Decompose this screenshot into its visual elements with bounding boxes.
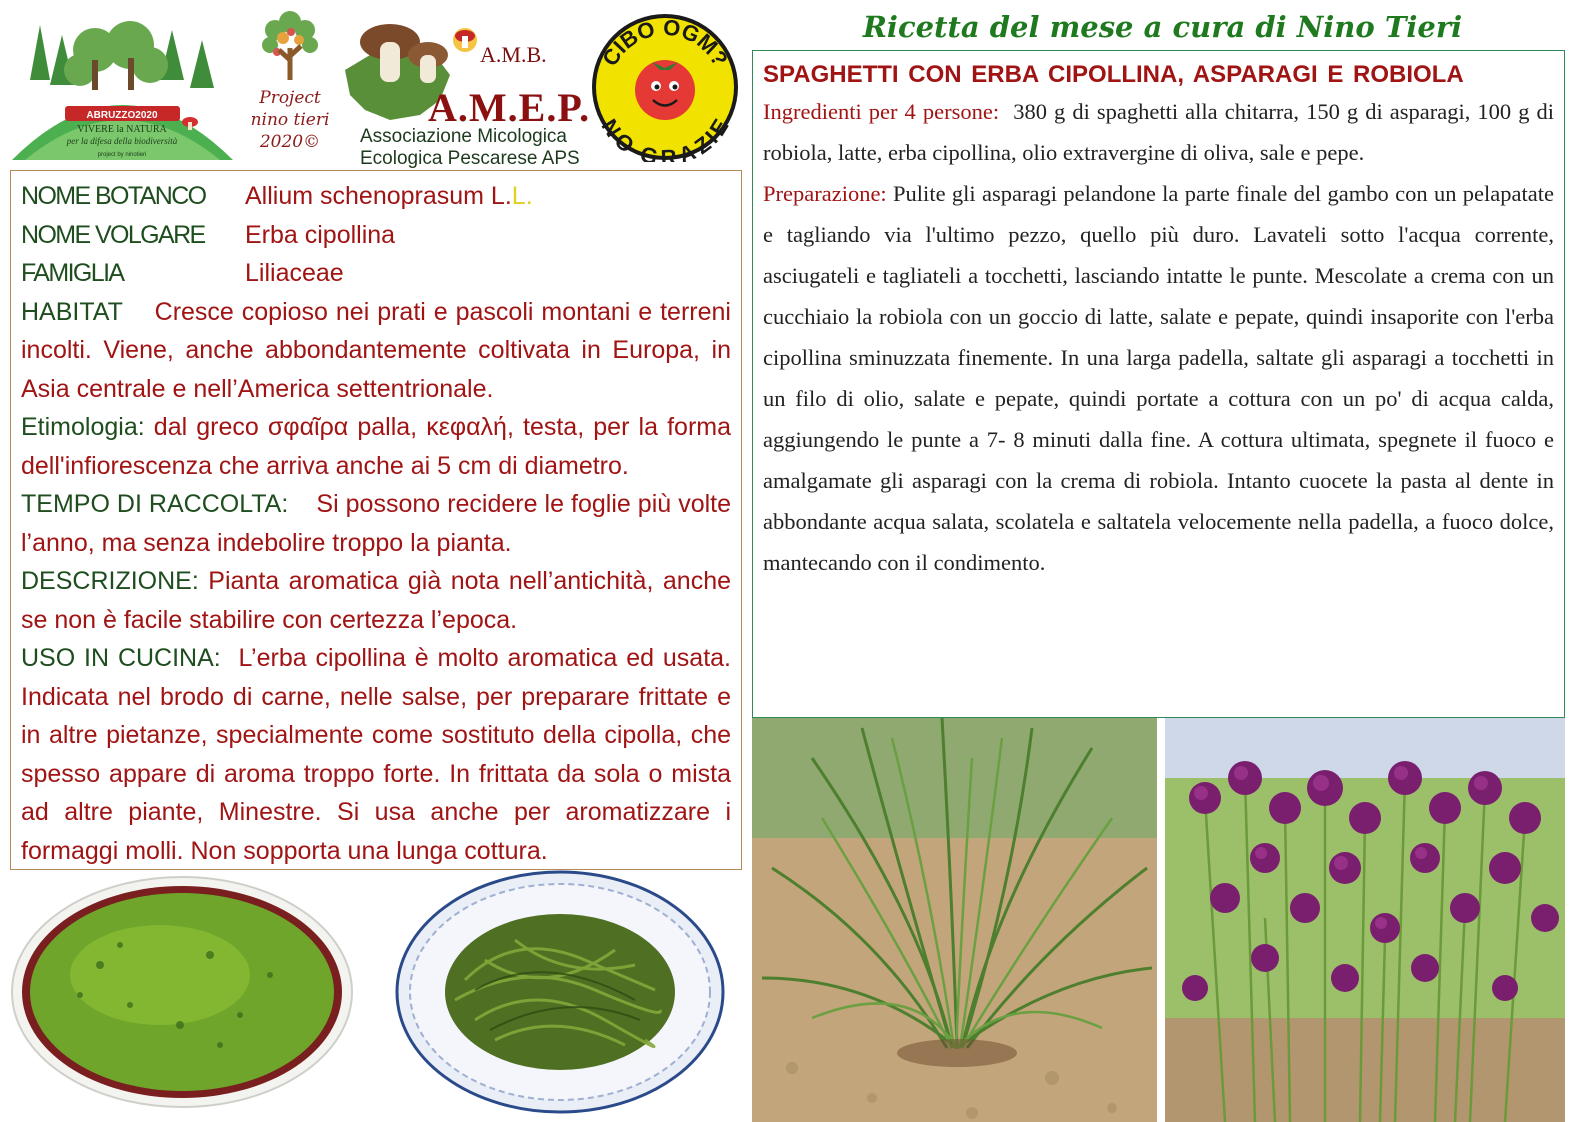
abruzzo-line1: ABRUZZO2020 <box>86 110 158 121</box>
recipe-of-the-month-title: Ricetta del mese a cura di Nino Tieri <box>862 10 1463 44</box>
amep-logo <box>340 10 591 169</box>
abruzzo2020-logo <box>10 10 235 162</box>
harvest-paragraph <box>21 485 731 562</box>
chive-soup-photo <box>10 875 355 1110</box>
kitchen-use-label: USO IN CUCINA: <box>21 644 221 672</box>
common-name-row <box>21 216 731 255</box>
preparation-text: Pulite gli asparagi pelandone la parte finale del gambo con un pelapatate e tagliando via l'ultimo pezzo, quello più duro. Lavateli sotto l'acqua corrente, asciugateli e tagliateli a tocchetti, lasciando intatte le punte. Mescolate a crema con un cucchiaio la robiola con un goccio di latte, salate e pepate, quindi insaporite con l'erba cipollina sminuzzata finemente. In una larga padella, saltate gli asparagi a tocchetti in un filo di olio, salate e pepate, quindi portate a cottura con un po' di acqua calda, aggiungendo le punte a 7- 8 minuti dalla fine. A cottura ultimata, spegnete il fuoco e amalgamate gli asparagi con la crema di robiola. Intanto cuocete la pasta al dente in abbondante acqua salata, scolatela e saltatela velocemente nella padella, a fuoco dolce, mantecando con il condimento. <box>763 181 1554 575</box>
abruzzo-line3: per la difesa della biodiversità <box>66 136 178 146</box>
project-line2: nino tieri <box>250 110 330 130</box>
common-name-label: NOME VOLGARE <box>21 220 205 249</box>
project-nino-tieri-logo <box>240 10 340 162</box>
etymology-paragraph <box>21 408 731 485</box>
botanical-name-label: NOME BOTANCO <box>21 182 206 210</box>
recipe-box <box>752 50 1565 718</box>
cibo-ogm-no-grazie-badge <box>590 12 740 162</box>
habitat-paragraph <box>21 293 731 409</box>
amb-text: A.M.B. <box>480 42 547 67</box>
amep-subtitle-1: Associazione Micologica <box>360 126 567 147</box>
preparation-paragraph <box>763 173 1554 583</box>
kitchen-use-text: L’erba cipollina è molto aromatica ed usata. Indicata nel brodo di carne, nelle salse, per preparare frittate e in altre pietanze, specialmente come sostituto della cipolla, che spesso appare di aroma troppo forte. In frittata da sola o mista ad altre piante, Minestre. Si usa anche per aromatizzare i formaggi molli. Non sopporta una lunga cottura. <box>21 644 731 865</box>
description-label: DESCRIZIONE: <box>21 567 199 595</box>
project-line1: Project <box>259 88 321 108</box>
chive-plant-photo <box>752 718 1157 1122</box>
ingredients-text: 380 g di spaghetti alla chitarra, 150 g di asparagi, 100 g di robiola, latte, erba cipollina, olio extravergine di oliva, sale e pepe. <box>763 99 1555 165</box>
kitchen-use-paragraph <box>21 639 731 870</box>
ogm-top-text: CIBO OGM? <box>597 14 733 71</box>
amep-subtitle-2: Ecologica Pescarese APS <box>360 148 580 169</box>
recipe-title: SPAGHETTI CON ERBA CIPOLLINA, ASPARAGI E ROBIOLA <box>763 61 1464 88</box>
habitat-label: HABITAT <box>21 297 123 326</box>
habitat-text: Cresce copioso nei prati e pascoli montani e terreni incolti. Viene, anche abbondantemente coltivata in Europa, in Asia centrale e nell’America settentrionale. <box>21 297 731 403</box>
abruzzo-line4: project by ninotieri <box>97 152 147 158</box>
tomato-icon <box>635 60 695 120</box>
allium-flowers-photo <box>1165 718 1565 1122</box>
project-line3: 2020© <box>259 132 321 152</box>
harvest-text: Si possono recidere le foglie più volte l’anno, ma senza indebolire troppo la pianta. <box>21 490 731 557</box>
botanical-name-value: Allium schenoprasum L. <box>245 182 512 210</box>
family-value: Liliaceae <box>245 259 344 287</box>
etymology-label: Etimologia: <box>21 413 145 441</box>
botanical-name-suffix: L. <box>511 182 533 210</box>
description-text: Pianta aromatica già nota nell’antichità, anche se non è facile stabilire con certezza l’epoca. <box>21 567 731 634</box>
plant-info-box <box>10 170 742 870</box>
family-label: FAMIGLIA <box>21 259 124 287</box>
abruzzo-line2: VIVERE la NATURA <box>77 124 167 135</box>
description-paragraph <box>21 562 731 639</box>
botanical-name-row <box>21 177 731 216</box>
harvest-label: TEMPO DI RACCOLTA: <box>21 490 289 518</box>
ogm-bottom-text: NO GRAZIE <box>596 114 734 162</box>
spaghetti-dish-photo <box>395 870 725 1115</box>
family-row <box>21 254 731 293</box>
tree-icon <box>255 10 325 82</box>
ingredients-paragraph <box>763 91 1554 173</box>
preparation-label: Preparazione: <box>763 181 887 206</box>
common-name-value: Erba cipollina <box>245 220 396 249</box>
etymology-text: dal greco σφαῖρα palla, κεφαλή, testa, per la forma dell'infiorescenza che arriva anche ai 5 cm di diametro. <box>21 413 731 480</box>
amep-title: A.M.E.P. <box>428 85 591 130</box>
ingredients-label: Ingredienti per 4 persone: <box>763 99 1000 124</box>
